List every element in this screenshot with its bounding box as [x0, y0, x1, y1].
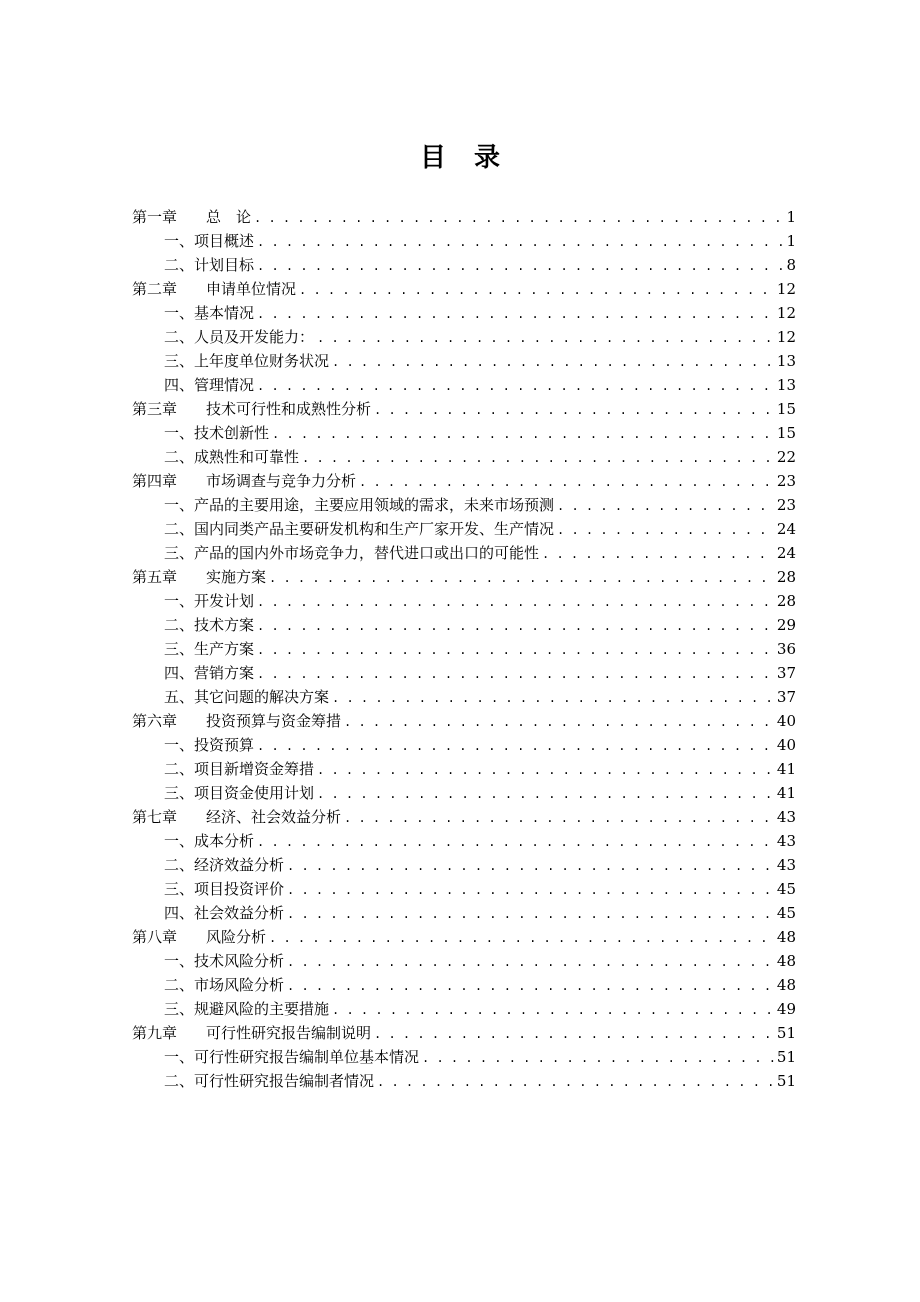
toc-section-entry[interactable]: [132, 1045, 796, 1069]
toc-section-entry[interactable]: [132, 757, 796, 781]
toc-chapter-number: 第二章: [132, 280, 178, 298]
toc-section-entry[interactable]: [132, 997, 796, 1021]
toc-section-entry[interactable]: [132, 349, 796, 373]
toc-dot-leader: [332, 350, 774, 374]
toc-chapter-number: 第三章: [132, 400, 178, 418]
toc-entry-text: 四、营销方案: [164, 664, 255, 682]
toc-title-char-1: 目: [419, 143, 446, 173]
toc-section-entry[interactable]: [132, 661, 796, 685]
toc-entry-label: [132, 925, 266, 949]
toc-entry-text: 总 论: [206, 208, 252, 226]
toc-entry-text: 三、产品的国内外市场竞争力，替代进口或出口的可能性: [164, 544, 540, 562]
toc-entry-label: [164, 949, 284, 973]
toc-entry-text: 三、生产方案: [164, 640, 255, 658]
toc-chapter-number: 第五章: [132, 568, 178, 586]
toc-chapter-entry[interactable]: [132, 469, 796, 493]
toc-section-entry[interactable]: [132, 325, 796, 349]
table-of-contents: [132, 205, 796, 1093]
toc-entry-label: [164, 829, 254, 853]
toc-entry-label: [164, 589, 254, 613]
toc-entry-label: [164, 253, 254, 277]
toc-chapter-entry[interactable]: [132, 805, 796, 829]
toc-entry-text: 三、项目资金使用计划: [164, 784, 315, 802]
toc-dot-leader: [332, 686, 774, 710]
toc-dot-leader: [269, 926, 774, 950]
toc-entry-text: 一、项目概述: [164, 232, 255, 250]
toc-entry-label: [164, 781, 314, 805]
toc-entry-text: 一、基本情况: [164, 304, 255, 322]
toc-section-entry[interactable]: [132, 949, 796, 973]
toc-section-entry[interactable]: [132, 637, 796, 661]
toc-page-number: 48: [776, 976, 796, 994]
toc-section-entry[interactable]: [132, 853, 796, 877]
toc-entry-text: 一、投资预算: [164, 736, 255, 754]
toc-entry-text: 二、项目新增资金筹措: [164, 760, 315, 778]
toc-entry-label: [164, 661, 254, 685]
toc-entry-label: [164, 853, 284, 877]
toc-entry-text: 四、管理情况: [164, 376, 255, 394]
toc-page-number: 51: [776, 1072, 796, 1090]
toc-dot-leader: [542, 542, 774, 566]
toc-entry-text: 二、国内同类产品主要研发机构和生产厂家开发、生产情况: [164, 520, 555, 538]
toc-dot-leader: [287, 950, 774, 974]
toc-page-number: 40: [776, 712, 796, 730]
toc-dot-leader: [374, 1022, 774, 1046]
toc-section-entry[interactable]: [132, 253, 796, 277]
toc-entry-label: [164, 877, 284, 901]
toc-dot-leader: [317, 758, 774, 782]
toc-dot-leader: [299, 278, 774, 302]
toc-entry-text: 五、其它问题的解决方案: [164, 688, 330, 706]
toc-section-entry[interactable]: [132, 541, 796, 565]
toc-entry-text: 三、规避风险的主要措施: [164, 1000, 330, 1018]
toc-entry-text: 二、可行性研究报告编制者情况: [164, 1072, 375, 1090]
toc-page-number: 28: [776, 592, 796, 610]
toc-entry-label: [164, 1069, 374, 1093]
toc-entry-text: 二、计划目标: [164, 256, 255, 274]
toc-dot-leader: [269, 566, 774, 590]
toc-page-number: 40: [776, 736, 796, 754]
toc-section-entry[interactable]: [132, 733, 796, 757]
toc-entry-label: [164, 325, 314, 349]
toc-page-number: 12: [776, 304, 796, 322]
toc-section-entry[interactable]: [132, 493, 796, 517]
toc-page-number: 12: [776, 280, 796, 298]
toc-dot-leader: [287, 878, 774, 902]
toc-entry-label: [132, 397, 371, 421]
toc-page-number: 13: [776, 352, 796, 370]
toc-entry-label: [132, 469, 356, 493]
toc-section-entry[interactable]: [132, 421, 796, 445]
toc-dot-leader: [557, 494, 774, 518]
toc-dot-leader: [254, 206, 783, 230]
toc-entry-text: 一、可行性研究报告编制单位基本情况: [164, 1048, 420, 1066]
toc-entry-text: 二、成熟性和可靠性: [164, 448, 300, 466]
toc-page-number: 24: [776, 544, 796, 562]
toc-entry-label: [164, 541, 539, 565]
toc-entry-text: 风险分析: [206, 928, 267, 946]
toc-page-number: 37: [776, 688, 796, 706]
toc-chapter-number: 第四章: [132, 472, 178, 490]
toc-chapter-entry[interactable]: [132, 397, 796, 421]
toc-section-entry[interactable]: [132, 877, 796, 901]
toc-entry-text: 实施方案: [206, 568, 267, 586]
toc-section-entry[interactable]: [132, 301, 796, 325]
toc-section-entry[interactable]: [132, 229, 796, 253]
toc-chapter-entry[interactable]: [132, 1021, 796, 1045]
toc-chapter-entry[interactable]: [132, 925, 796, 949]
toc-page-number: 15: [776, 400, 796, 418]
toc-page-number: 23: [776, 472, 796, 490]
toc-entry-label: [132, 205, 251, 229]
toc-chapter-entry[interactable]: [132, 709, 796, 733]
toc-entry-text: 一、产品的主要用途，主要应用领域的需求，未来市场预测: [164, 496, 555, 514]
toc-dot-leader: [257, 254, 783, 278]
toc-section-entry[interactable]: [132, 589, 796, 613]
toc-entry-text: 三、项目投资评价: [164, 880, 285, 898]
toc-entry-text: 市场调查与竞争力分析: [206, 472, 357, 490]
toc-page-number: 48: [776, 952, 796, 970]
toc-entry-text: 一、技术风险分析: [164, 952, 285, 970]
toc-page-number: 15: [776, 424, 796, 442]
toc-dot-leader: [557, 518, 774, 542]
toc-section-entry[interactable]: [132, 685, 796, 709]
toc-dot-leader: [287, 974, 774, 998]
toc-entry-text: 一、技术创新性: [164, 424, 270, 442]
toc-entry-label: [132, 565, 266, 589]
toc-entry-label: [164, 685, 329, 709]
toc-page-number: 29: [776, 616, 796, 634]
toc-dot-leader: [344, 806, 774, 830]
toc-entry-label: [132, 709, 341, 733]
toc-dot-leader: [317, 326, 774, 350]
toc-chapter-number: 第八章: [132, 928, 178, 946]
toc-page-number: 43: [776, 832, 796, 850]
toc-entry-text: 技术可行性和成熟性分析: [206, 400, 372, 418]
toc-page-number: 51: [776, 1024, 796, 1042]
toc-entry-label: [164, 997, 329, 1021]
toc-section-entry[interactable]: [132, 445, 796, 469]
toc-chapter-number: 第七章: [132, 808, 178, 826]
toc-entry-text: 经济、社会效益分析: [206, 808, 342, 826]
toc-dot-leader: [257, 830, 774, 854]
toc-chapter-number: 第六章: [132, 712, 178, 730]
toc-chapter-entry[interactable]: [132, 205, 796, 229]
toc-section-entry[interactable]: [132, 973, 796, 997]
toc-entry-label: [164, 1045, 419, 1069]
toc-entry-label: [164, 637, 254, 661]
toc-dot-leader: [359, 470, 774, 494]
toc-entry-label: [164, 301, 254, 325]
toc-section-entry[interactable]: [132, 517, 796, 541]
toc-entry-text: 一、开发计划: [164, 592, 255, 610]
toc-dot-leader: [374, 398, 774, 422]
toc-dot-leader: [287, 854, 774, 878]
toc-section-entry[interactable]: [132, 373, 796, 397]
toc-entry-label: [164, 229, 254, 253]
toc-page-number: 41: [776, 760, 796, 778]
toc-page-number: 1: [786, 232, 796, 250]
toc-section-entry[interactable]: [132, 829, 796, 853]
toc-page-number: 23: [776, 496, 796, 514]
toc-entry-label: [132, 805, 341, 829]
toc-dot-leader: [257, 230, 783, 254]
toc-dot-leader: [257, 734, 774, 758]
toc-entry-label: [164, 757, 314, 781]
toc-entry-text: 四、社会效益分析: [164, 904, 285, 922]
toc-page-number: 43: [776, 808, 796, 826]
toc-page-number: 24: [776, 520, 796, 538]
toc-page-number: 13: [776, 376, 796, 394]
toc-page-number: 41: [776, 784, 796, 802]
toc-page-number: 43: [776, 856, 796, 874]
toc-dot-leader: [332, 998, 774, 1022]
toc-page-number: 36: [776, 640, 796, 658]
toc-dot-leader: [257, 374, 774, 398]
toc-entry-label: [164, 517, 554, 541]
toc-chapter-number: 第一章: [132, 208, 178, 226]
toc-entry-label: [164, 373, 254, 397]
toc-page-number: 12: [776, 328, 796, 346]
toc-entry-text: 可行性研究报告编制说明: [206, 1024, 372, 1042]
toc-entry-label: [164, 349, 329, 373]
toc-section-entry[interactable]: [132, 1069, 796, 1093]
toc-dot-leader: [257, 614, 774, 638]
toc-entry-label: [164, 493, 554, 517]
toc-chapter-entry[interactable]: [132, 565, 796, 589]
toc-dot-leader: [377, 1070, 774, 1094]
toc-entry-label: [164, 733, 254, 757]
toc-section-entry[interactable]: [132, 613, 796, 637]
toc-dot-leader: [257, 302, 774, 326]
toc-entry-text: 投资预算与资金筹措: [206, 712, 342, 730]
toc-page-number: 45: [776, 904, 796, 922]
toc-page-number: 8: [786, 256, 796, 274]
toc-entry-text: 申请单位情况: [206, 280, 297, 298]
toc-page-number: 28: [776, 568, 796, 586]
toc-page-number: 37: [776, 664, 796, 682]
toc-dot-leader: [257, 638, 774, 662]
toc-page-number: 48: [776, 928, 796, 946]
toc-dot-leader: [422, 1046, 774, 1070]
toc-title: [0, 138, 920, 178]
toc-dot-leader: [287, 902, 774, 926]
toc-chapter-entry[interactable]: [132, 277, 796, 301]
toc-dot-leader: [302, 446, 774, 470]
toc-entry-label: [164, 973, 284, 997]
toc-chapter-number: 第九章: [132, 1024, 178, 1042]
toc-dot-leader: [272, 422, 774, 446]
toc-section-entry[interactable]: [132, 901, 796, 925]
toc-dot-leader: [317, 782, 774, 806]
toc-entry-text: 二、人员及开发能力：: [164, 328, 315, 346]
toc-entry-label: [132, 1021, 371, 1045]
toc-entry-text: 二、技术方案: [164, 616, 255, 634]
toc-page-number: 22: [776, 448, 796, 466]
toc-entry-text: 二、经济效益分析: [164, 856, 285, 874]
toc-entry-text: 三、上年度单位财务状况: [164, 352, 330, 370]
toc-page-number: 45: [776, 880, 796, 898]
toc-dot-leader: [344, 710, 774, 734]
toc-page-number: 51: [776, 1048, 796, 1066]
toc-title-char-2: 录: [474, 143, 501, 173]
toc-entry-label: [132, 277, 296, 301]
toc-page-number: 1: [786, 208, 796, 226]
toc-page-number: 49: [776, 1000, 796, 1018]
toc-entry-label: [164, 613, 254, 637]
toc-dot-leader: [257, 590, 774, 614]
toc-dot-leader: [257, 662, 774, 686]
toc-entry-text: 一、成本分析: [164, 832, 255, 850]
toc-entry-label: [164, 901, 284, 925]
toc-entry-label: [164, 445, 299, 469]
toc-section-entry[interactable]: [132, 781, 796, 805]
toc-entry-label: [164, 421, 269, 445]
toc-entry-text: 二、市场风险分析: [164, 976, 285, 994]
